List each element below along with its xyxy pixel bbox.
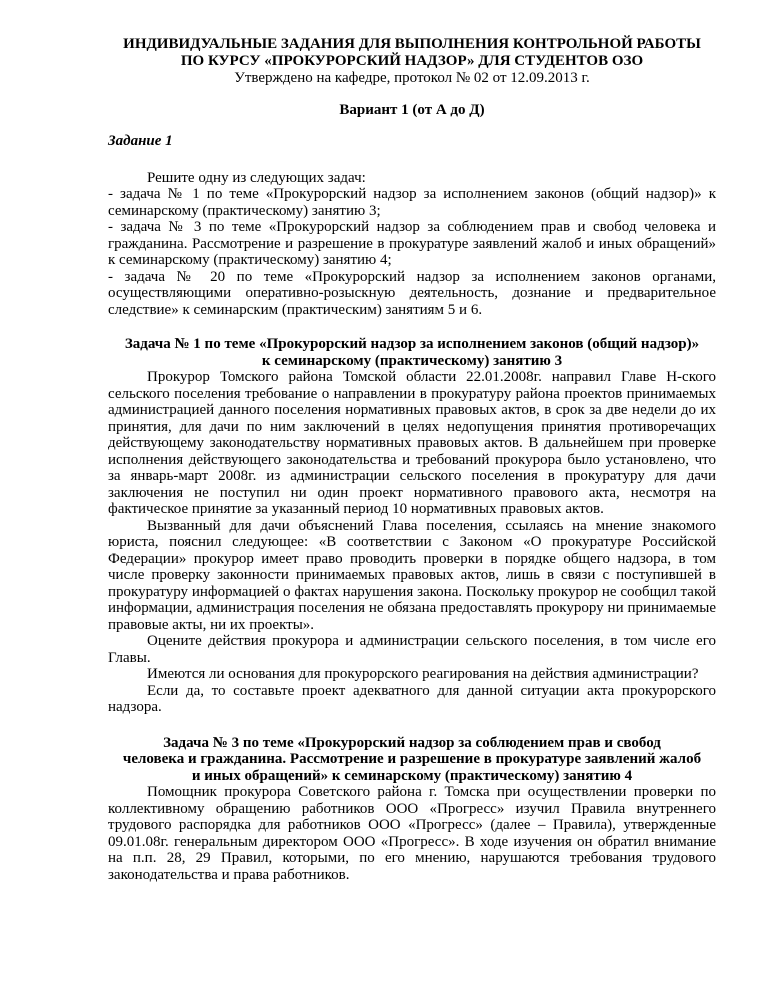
intro-item-2: - задача № 3 по теме «Прокурорский надзор за соблюдением прав и свобод человека и гражданина. Рассмотрение и разрешение в прокуратуре заявлений жалоб и иных обращений» к семинарскому (практическому) занятию 4; [108, 219, 716, 268]
problem-1-paragraph: Имеются ли основания для прокурорского реагирования на действия администрации? [147, 666, 699, 682]
variant-heading: Вариант 1 (от А до Д) [339, 101, 485, 118]
intro-item-3: - задача № 20 по теме «Прокурорский надзор за исполнением законов органами, осуществляющими оперативно-розыскную деятельность, дознание и предварительное следствие» к семинарским (практическим) занятиям 5 и 6. [108, 268, 716, 318]
problem-3-heading-line-3: и иных обращений» к семинарскому (практическому) занятию 4 [191, 767, 633, 784]
problem-1-paragraph: Прокурор Томского района Томской области 22.01.2008г. направил Главе Н-ского сельского поселения требование о направлении в прокуратуру района проектов принимаемых администрацией данного поселения нормативных правовых актов, в срок за две недели до их принятия, для дачи по ним заключений в целях недопущения принятия противоречащих действующему законодательству нормативных правовых актов. В дальнейшем при проверке исполнения действующего законодательства и требований прокурора было установлено, что за январь-март 2008г. из администрации сельского поселения в прокуратуру для дачи заключения не поступил ни один проект нормативного правового акта, несмотря на фактическое принятие за указанный период 10 нормативных правовых актов. [108, 369, 716, 517]
document-title-line-2: ПО КУРСУ «ПРОКУРОРСКИЙ НАДЗОР» ДЛЯ СТУДЕНТОВ ОЗО [180, 53, 644, 69]
problem-1-paragraph: Если да, то составьте проект адекватного для данной ситуации акта прокурорского надзора. [108, 682, 716, 715]
problem-1-heading-line-2: к семинарскому (практическому) занятию 3 [261, 352, 563, 369]
problem-1-heading-line-1: Задача № 1 по теме «Прокурорский надзор за исполнением законов (общий надзор)» [124, 336, 700, 352]
problem-3-paragraph: Помощник прокурора Советского района г. Томска при осуществлении проверки по коллективному обращению работников ООО «Прогресс» изучил Правила внутреннего трудового распорядка для работников ООО «Прогресс» (далее – Правила), утвержденные 09.01.08г. генеральным директором ООО «Прогресс». В ходе изучения он обратил внимание на п.п. 28, 29 Правил, которыми, по его мнению, нарушаются требования трудового законодательства и права работников. [108, 784, 716, 883]
intro-lead: Решите одну из следующих задач: [147, 169, 366, 186]
approval-note: Утверждено на кафедре, протокол № 02 от 12.09.2013 г. [234, 70, 590, 86]
document-title-line-1: ИНДИВИДУАЛЬНЫЕ ЗАДАНИЯ ДЛЯ ВЫПОЛНЕНИЯ КОНТРОЛЬНОЙ РАБОТЫ [123, 36, 701, 52]
problem-1-paragraph: Оцените действия прокурора и администрации сельского поселения, в том числе его Главы. [108, 633, 716, 666]
problem-3-heading-line-2: человека и гражданина. Рассмотрение и разрешение в прокуратуре заявлений жалоб [122, 751, 702, 767]
intro-item-1: - задача № 1 по теме «Прокурорский надзор за исполнением законов (общий надзор)» к семинарскому (практическому) занятию 3; [108, 186, 716, 219]
problem-1-paragraph: Вызванный для дачи объяснений Глава поселения, ссылаясь на мнение знакомого юриста, пояснил следующее: «В соответствии с Законом «О прокуратуре Российской Федерации» прокурор имеет право проводить проверки в порядке общего надзора, в том числе проверку законности принимаемых правовых актов, лишь в связи с поступившей в прокуратуру информацией о фактах нарушения закона. Поскольку прокурор не сообщил такой информации, администрация поселения не обязана предоставлять прокурору ни принимаемые правовые акты, ни их проекты». [108, 517, 716, 633]
task-label: Задание 1 [108, 133, 173, 149]
problem-3-heading-line-1: Задача № 3 по теме «Прокурорский надзор за соблюдением прав и свобод [163, 734, 661, 751]
